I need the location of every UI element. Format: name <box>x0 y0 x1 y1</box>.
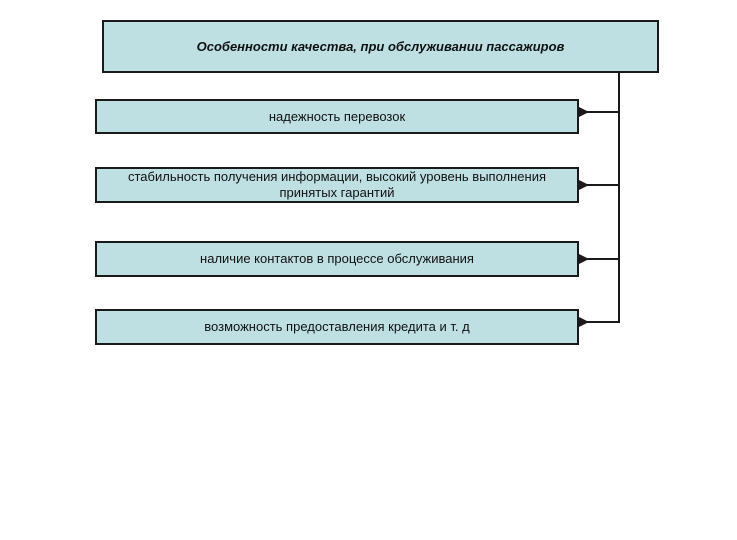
header-box <box>102 20 659 73</box>
item-label: наличие контактов в процессе обслуживания <box>200 251 474 266</box>
item-box-credit <box>95 309 579 345</box>
item-box-reliability <box>95 99 579 134</box>
item-box-contacts <box>95 241 579 277</box>
item-box-information-stability <box>95 167 579 203</box>
item-label: стабильность получения информации, высокий уровень выполнения принятых гарантий <box>128 169 546 200</box>
item-label: надежность перевозок <box>268 108 406 124</box>
item-label: возможность предоставления кредита и т. д <box>204 319 470 334</box>
header-title: Особенности качества, при обслуживании пассажиров <box>196 38 565 54</box>
